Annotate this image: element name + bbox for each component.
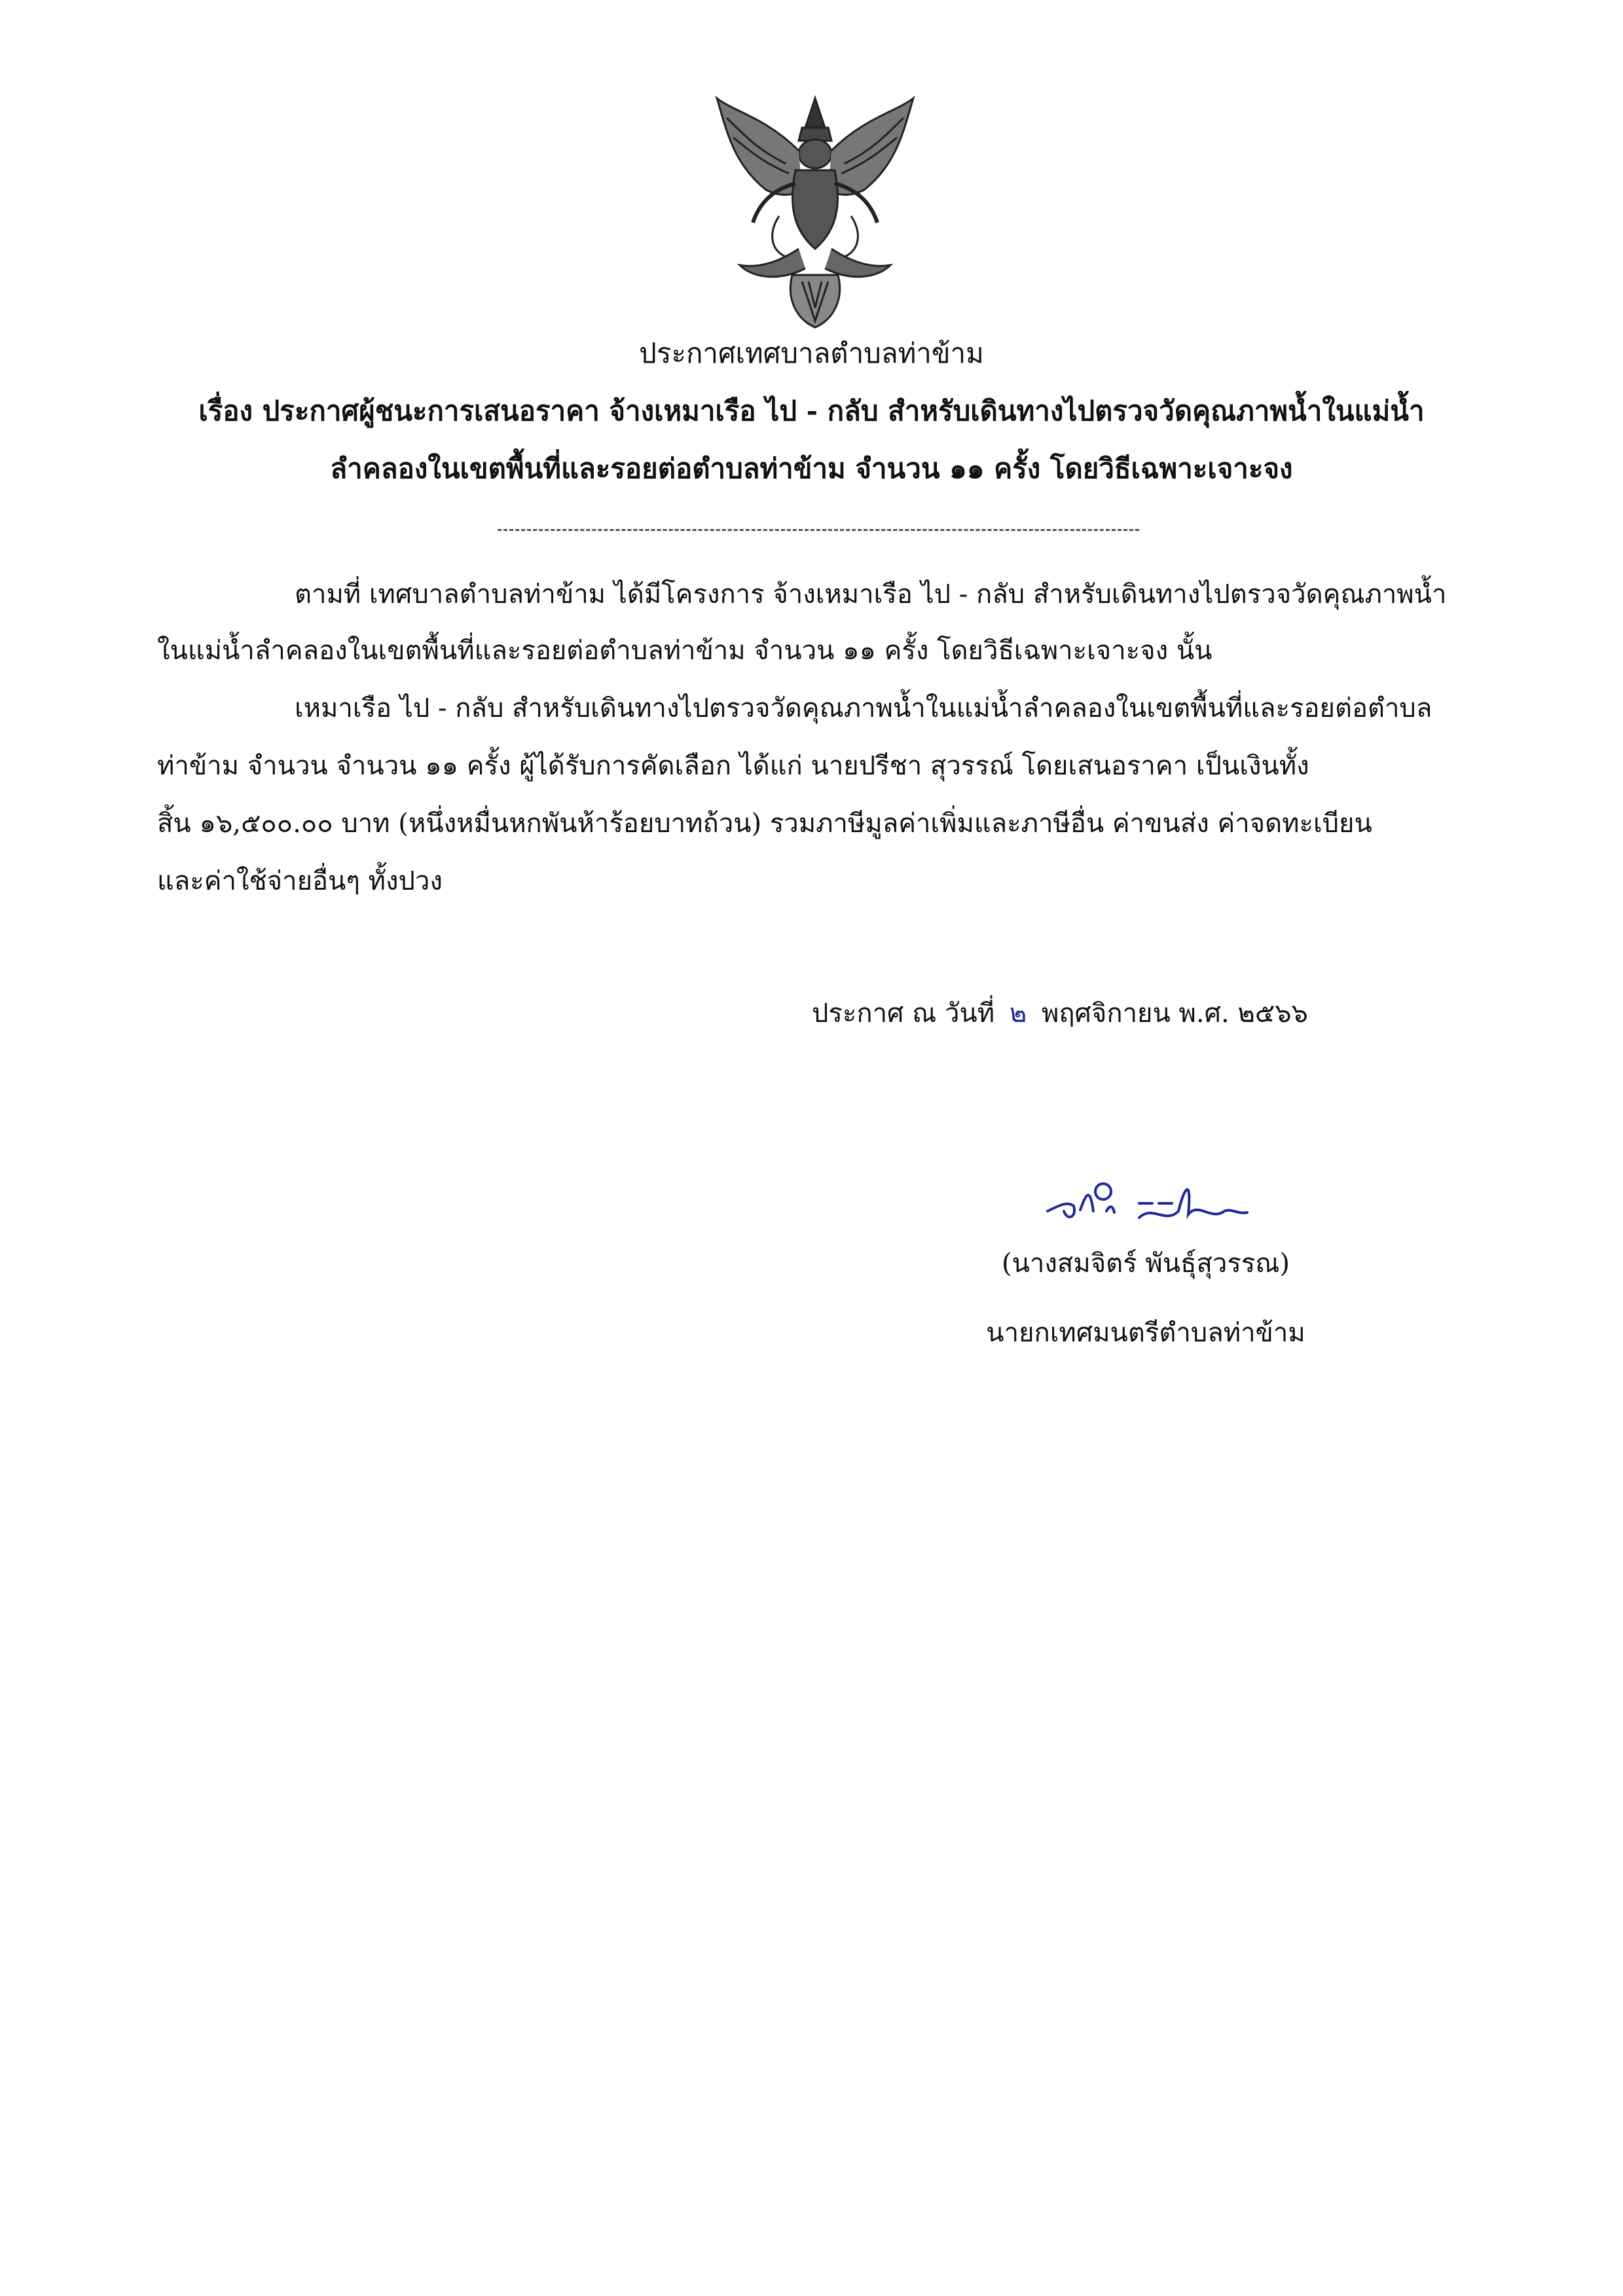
announcement-agency: ประกาศเทศบาลตำบลท่าข้าม — [639, 337, 984, 369]
signatory-name: (นางสมจิตร์ พันธุ์สุวรรณ) — [1001, 1248, 1290, 1279]
date-month-year: พฤศจิกายน พ.ศ. ๒๕๖๖ — [1041, 998, 1308, 1029]
handwritten-signature — [1041, 1165, 1250, 1237]
divider — [498, 529, 1139, 531]
paragraph-2-line-4: และค่าใช้จ่ายอื่นๆ ทั้งปวง — [157, 866, 443, 896]
paragraph-1-line-1: ตามที่ เทศบาลตำบลท่าข้าม ได้มีโครงการ จ้างเหมาเรือ ไป - กลับ สำหรับเดินทางไปตรวจวัดคุณภาพน้ำ — [295, 579, 1447, 610]
paragraph-1-line-2: ในแม่น้ำลำคลองในเขตพื้นที่และรอยต่อตำบลท่าข้าม จำนวน ๑๑ ครั้ง โดยวิธีเฉพาะเจาะจง นั้น — [157, 636, 1213, 666]
subject-line-2: ลำคลองในเขตพื้นที่และรอยต่อตำบลท่าข้าม จำนวน ๑๑ ครั้ง โดยวิธีเฉพาะเจาะจง — [330, 452, 1293, 484]
paragraph-2-line-2: ท่าข้าม จำนวน จำนวน ๑๑ ครั้ง ผู้ได้รับการคัดเลือก ได้แก่ นายปรีชา สุวรรณ์ โดยเสนอราคา เป็นเงินทั้ง — [157, 751, 1309, 781]
garuda-emblem-icon — [707, 92, 923, 334]
announcement-date — [812, 994, 1308, 1033]
subject-line-1: เรื่อง ประกาศผู้ชนะการเสนอราคา จ้างเหมาเรือ ไป - กลับ สำหรับเดินทางไปตรวจวัดคุณภาพน้ำในแม่น้ำ — [198, 395, 1425, 427]
paragraph-2-line-1: เหมาเรือ ไป - กลับ สำหรับเดินทางไปตรวจวัดคุณภาพน้ำในแม่น้ำลำคลองในเขตพื้นที่และรอยต่อตำบล — [295, 693, 1432, 723]
date-prefix: ประกาศ ณ วันที่ — [812, 998, 995, 1029]
signatory-position: นายกเทศมนตรีตำบลท่าข้าม — [986, 1318, 1305, 1348]
paragraph-2-line-3: สิ้น ๑๖,๕๐๐.๐๐ บาท (หนึ่งหมื่นหกพันห้าร้อยบาทถ้วน) รวมภาษีมูลค่าเพิ่มและภาษีอื่น ค่าขนส่ง ค่าจดทะเบียน — [157, 809, 1372, 839]
date-day: ๒ — [1009, 998, 1027, 1029]
